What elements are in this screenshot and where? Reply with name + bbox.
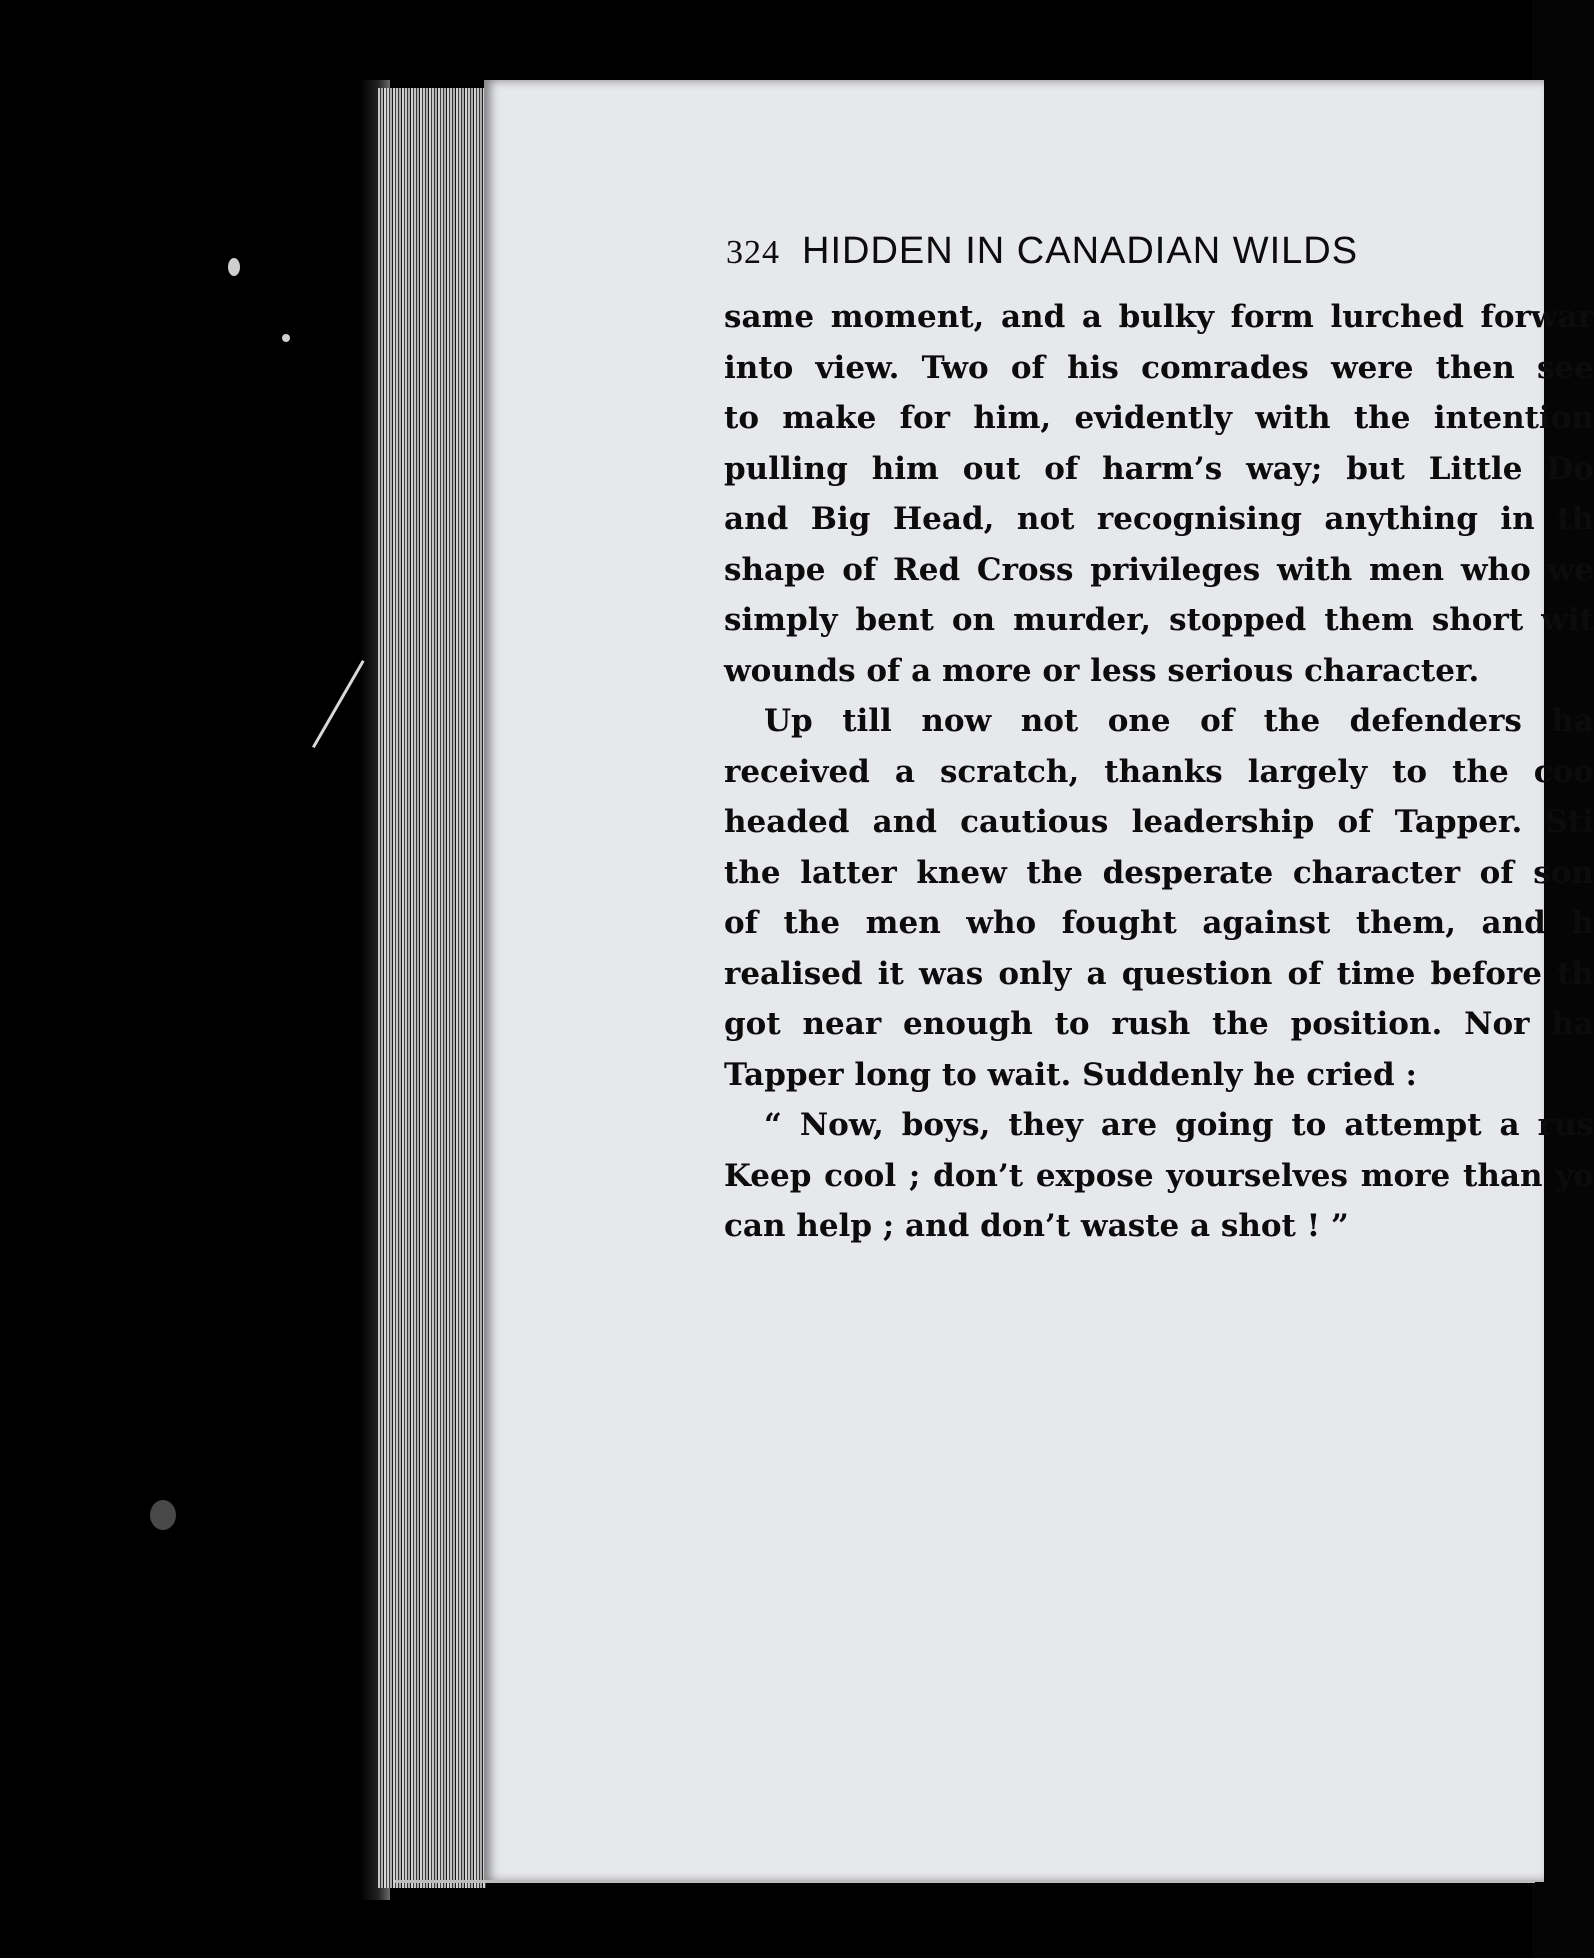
text-line: shape of Red Cross privileges with men who we [724,551,1594,588]
body-text [724,292,1594,1252]
film-scratch [312,660,365,748]
text-line: Tapper long to wait. Suddenly he cried : [724,1056,1417,1093]
text-line: into view. Two of his comrades were then see [724,349,1594,386]
text-line: can help ; and don’t waste a shot ! ” [724,1208,1349,1244]
page-edges-stack [378,88,486,1888]
text-line: of the men who fought against them, and h [724,905,1594,941]
page-bottom-edge [395,1880,1535,1883]
text-line: headed and cautious leadership of Tapper. Sti [724,804,1594,840]
text-line: got near enough to rush the position. Nor ha [724,1006,1594,1042]
dust-speck [282,334,290,342]
text-line: pulling him out of harm’s way; but Little Do [724,450,1594,487]
dust-speck [150,1500,176,1530]
book-title: HIDDEN IN CANADIAN WILDS [802,230,1359,272]
text-line: Keep cool ; don’t expose yourselves more than yo [724,1157,1594,1194]
text-line: wounds of a more or less serious character. [724,652,1480,689]
dust-speck [228,258,240,276]
text-line: same moment, and a bulky form lurched forwar [724,299,1594,335]
text-line: and Big Head, not recognising anything in th [724,501,1594,537]
text-line: received a scratch, thanks largely to the coo [724,753,1594,790]
page-number: 324 [726,234,780,271]
text-line: to make for him, evidently with the intention [724,400,1594,436]
text-line: the latter knew the desperate character of son [724,854,1594,891]
text-line: Up till now not one of the defenders ha [764,703,1594,739]
text-line: simply bent on murder, stopped them short wit [724,602,1594,638]
text-line: realised it was only a question of time before th [724,955,1594,992]
running-head [726,226,1358,278]
text-line: “ Now, boys, they are going to attempt a rus [764,1107,1594,1143]
